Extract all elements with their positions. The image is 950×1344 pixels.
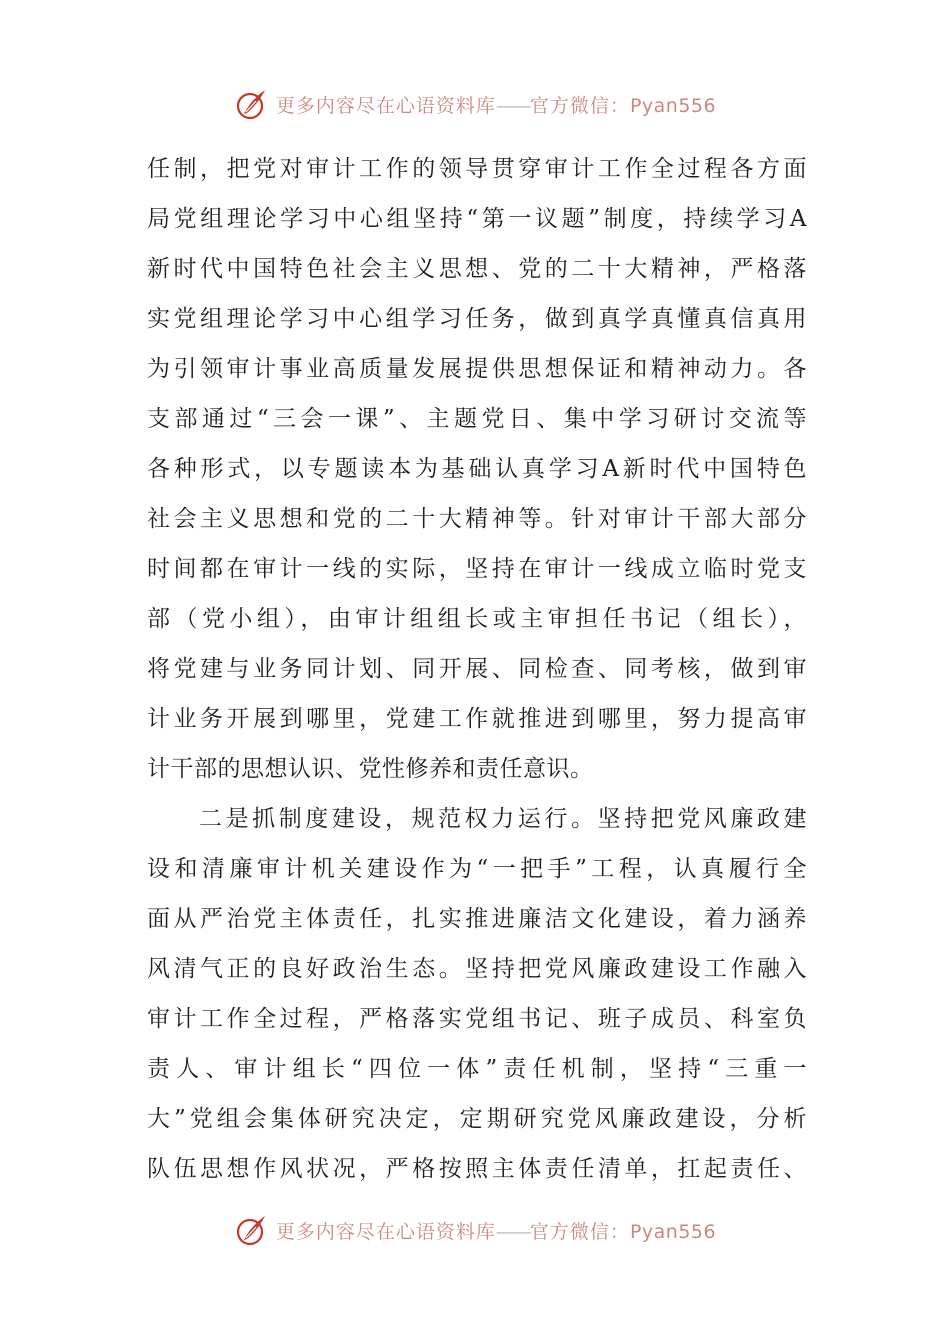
body-line: 时间都在审计一线的实际，坚持在审计一线成立临时党支: [147, 556, 807, 582]
body-line: 支部通过“三会一课”、主题党日、集中学习研讨交流等: [147, 406, 807, 432]
body-line: 将党建与业务同计划、同开展、同检查、同考核，做到审: [147, 656, 807, 682]
watermark-text: [276, 91, 716, 118]
body-line: 大”党组会集体研究决定，定期研究党风廉政建设，分析: [147, 1106, 807, 1132]
body-line: 新时代中国特色社会主义思想、党的二十大精神，严格落: [147, 256, 807, 282]
watermark-site: 更多内容尽在心语资料库: [275, 94, 496, 117]
watermark-account: Pyan556: [629, 1220, 717, 1243]
watermark-site: 更多内容尽在心语资料库: [275, 1220, 496, 1243]
body-line: 面从严治党主体责任，扎实推进廉洁文化建设，着力涵养: [147, 906, 807, 932]
watermark-account: Pyan556: [629, 94, 717, 117]
body-line: 设和清廉审计机关建设作为“一把手”工程，认真履行全: [147, 856, 807, 882]
document-body: [147, 144, 807, 1194]
body-line: 部（党小组），由审计组组长或主审担任书记（组长），: [147, 606, 807, 632]
watermark-dash: ——: [495, 1220, 530, 1243]
watermark-text: [276, 1217, 716, 1244]
body-line: 队伍思想作风状况，严格按照主体责任清单，扛起责任、: [147, 1156, 807, 1182]
body-line: 为引领审计事业高质量发展提供思想保证和精神动力。各: [147, 356, 807, 382]
paragraph-start-line: 二是抓制度建设，规范权力运行。坚持把党风廉政建: [199, 806, 807, 832]
quill-pen-circle-icon: [234, 86, 270, 122]
body-line: 局党组理论学习中心组坚持“第一议题”制度，持续学习A: [147, 206, 807, 232]
quill-pen-circle-icon: [234, 1212, 270, 1248]
body-line: 计干部的思想认识、党性修养和责任意识。: [147, 756, 594, 782]
watermark-dash: ——: [495, 94, 530, 117]
header-watermark: [0, 84, 950, 124]
watermark-label: 官方微信：: [529, 94, 630, 117]
watermark-label: 官方微信：: [529, 1220, 630, 1243]
body-line: 各种形式，以专题读本为基础认真学习A新时代中国特色: [147, 456, 807, 482]
body-line: 审计工作全过程，严格落实党组书记、班子成员、科室负: [147, 1006, 807, 1032]
body-line: 任制，把党对审计工作的领导贯穿审计工作全过程各方面: [147, 156, 807, 182]
body-line: 实党组理论学习中心组学习任务，做到真学真懂真信真用: [147, 306, 807, 332]
body-line: 风清气正的良好政治生态。坚持把党风廉政建设工作融入: [147, 956, 807, 982]
body-line: 计业务开展到哪里，党建工作就推进到哪里，努力提高审: [147, 706, 807, 732]
body-line: 社会主义思想和党的二十大精神等。针对审计干部大部分: [147, 506, 807, 532]
footer-watermark: [0, 1210, 950, 1250]
body-line: 责人、审计组长“四位一体”责任机制，坚持“三重一: [147, 1056, 807, 1082]
